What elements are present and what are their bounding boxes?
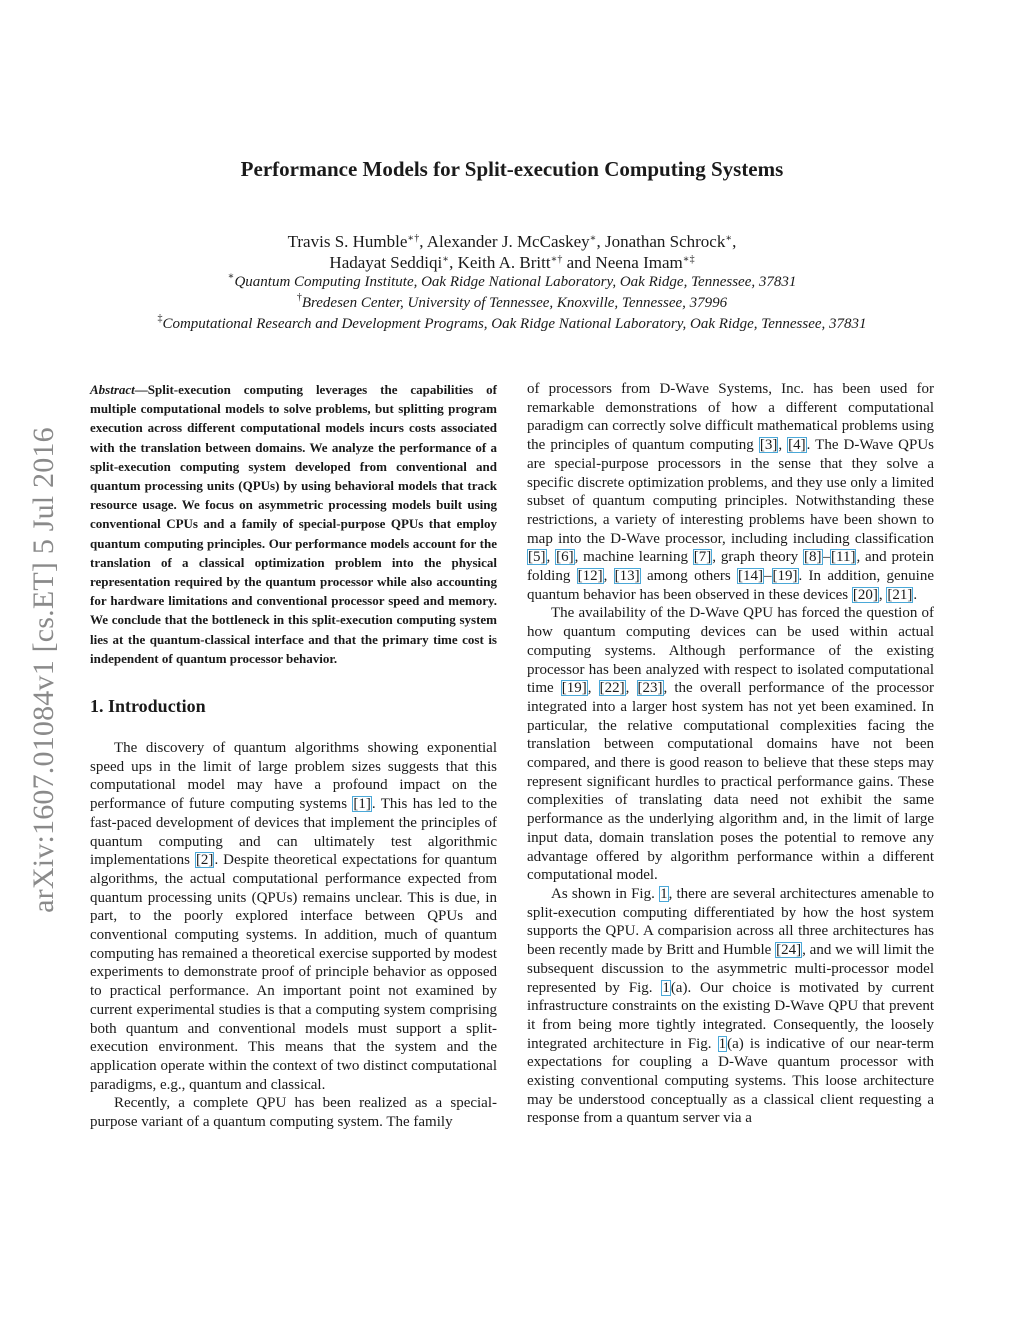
abstract [90,380,497,668]
paragraph [90,1094,497,1131]
author-name: , Jonathan Schrock [596,232,726,251]
citation-link[interactable]: [2] [195,852,214,869]
author-line-1 [0,231,1024,252]
separator: , [732,232,737,251]
affiliation-3 [0,313,1024,333]
paragraph-text: The discovery of quantum algorithms showing exponential speed ups in the limit of large problem sizes suggests that this computational model may have a profound impact on the performance of future computing systems [90,740,497,813]
paragraph-text: , graph theory [712,549,803,566]
citation-link[interactable]: [6] [556,549,574,566]
figure-link[interactable]: 1 [718,1035,727,1052]
paragraph-text: . In addition, genuine quantum behavior has been observed in these devices [527,568,935,603]
author-name: , Keith A. Britt [449,253,551,272]
citation-link[interactable]: [19] [561,680,587,697]
author-name: Hadayat Seddiqi [329,253,443,272]
affiliation-mark: ∗ [442,254,450,265]
paragraph-text: . [913,586,918,603]
citation-link[interactable]: [1] [353,796,371,813]
paragraph [527,604,934,885]
citation-link[interactable]: [4] [788,437,806,454]
paragraph-text: . The D-Wave QPUs are special-purpose processors in the sense that they solve a specific discrete optimization problems, and they use only a limited subset of quantum computing principles. Notwithstanding these restrictions, a variety of interesting problems have been shown to map into the D-Wave processor, including including classification [527,437,935,547]
paragraph-text: , there are several architectures amenable to split-execution computing differentiated by how the host system supports the QPU. A comparision across all three architectures has been recently made by Britt and Humble [527,885,934,959]
abstract-label: Abstract [90,382,135,397]
arxiv-stamp [14,380,74,960]
affiliation-mark: ∗ [725,233,733,244]
separator: , [878,586,887,603]
citation-link[interactable]: [22] [599,680,625,697]
affiliation-mark: ∗† [407,233,420,244]
author-list [0,231,1024,273]
affiliation-mark: ∗ [589,233,597,244]
citation-link[interactable]: [5] [528,549,546,566]
paragraph-text: , and we will limit the subsequent discussion to the asymmetric multi-processor model represented by Fig. [527,942,934,996]
author-name: and Neena Imam [562,253,683,272]
citation-link[interactable]: [23] [637,680,663,697]
affiliation-2 [0,292,1024,312]
paragraph-text: (a). Our choice is motivated by current infrastructure constraints on the existing D-Wave QPU that prevent it from being more tightly integrated. Consequently, the loosely integrated architecture in Fig. [527,979,934,1052]
affiliation-1 [0,271,1024,291]
paragraph-text: , and protein folding [527,549,934,585]
author-name: Travis S. Humble [287,232,408,251]
affiliation-text: Computational Research and Development Programs, Oak Ridge National Laboratory, Oak Ridge, Tennessee, 37831 [162,316,867,332]
right-column [527,380,934,1128]
left-column [90,380,497,1132]
citation-link[interactable]: [13] [614,568,640,585]
arxiv-identifier[interactable]: arXiv:1607.01084v1 [cs.ET] 5 Jul 2016 [27,427,60,913]
abstract-text: —Split-execution computing leverages the capabilities of multiple computational models to solve problems, but splitting program execution across different computational models incurs costs associated with the translation between domains. We analyze the performance of a split-execution computing system developed from conventional and quantum processing units (QPUs) by using behavioral models that track resource usage. We focus on asymmetric processing models built using conventional CPUs and a family of special-purpose QPUs that employ quantum computing principles. Our performance models account for the translation of a classical optimization problem into the physical representation required by the quantum processor while also accounting for hardware limitations and conventional processor speed and memory. We conclude that the bottleneck in this split-execution computing system lies at the quantum-classical interface and that the primary time cost is independent of quantum processor behavior. [90,382,497,666]
citation-link[interactable]: [20] [852,586,878,603]
separator: , [546,549,556,566]
citation-link[interactable]: [7] [693,549,712,566]
affiliation-mark: ∗† [550,254,563,265]
paragraph-text: , the overall performance of the processor integrated into a larger host system has not yet been examined. In particular, the relative computational complexities facing the translation between computational domains have not been compared, and there is good reason to believe that these steps may represent significant hurdles to practical performance gains. These complexities of translating data need not exhibit the same performance as the underlying algorithm and, in the limit of large input data, domain translation poses the potential to remove any advantage offered by algorithm performance within a different computational model. [527,680,935,884]
affiliation-mark: † [296,292,302,303]
citation-link[interactable]: [11] [831,549,856,566]
citation-link[interactable]: [12] [577,568,603,585]
separator: – [822,549,830,566]
affiliation-mark: ∗‡ [682,254,695,265]
figure-link[interactable]: 1 [660,885,668,902]
separator: , [625,680,637,697]
paragraph [527,380,934,604]
paragraph-text: As shown in Fig. [551,885,660,902]
figure-link[interactable]: 1 [662,979,670,996]
paragraph [90,739,497,1094]
paragraph-text: , machine learning [574,549,693,566]
citation-link[interactable]: [14] [738,568,764,585]
separator: , [603,568,614,585]
citation-link[interactable]: [24] [776,942,802,959]
paragraph-text: The availability of the D-Wave QPU has forced the question of how quantum computing devices can be used within actual computing systems. Although performance of the existing processor has been analyzed with respect to isolated computational time [527,605,934,697]
citation-link[interactable]: [21] [887,586,913,603]
author-name: , Alexander J. McCaskey [419,232,590,251]
paragraph-text: of processors from D-Wave Systems, Inc. has been used for remarkable demonstrations of how a different computational paradigm can correctly solve difficult mathematical problems using the principles of quantum computing [527,381,934,454]
affiliation-text: Bredesen Center, University of Tennessee, Knoxville, Tennessee, 37996 [301,295,728,311]
paper-title: Performance Models for Split-execution Computing Systems [240,157,784,181]
separator: , [778,437,788,454]
paragraph-text: . Despite theoretical expectations for quantum algorithms, the actual computational performance expected from quantum processing units (QPUs) remains unclear. This is due, in part, to the poorly explored interface between QPUs and conventional computing systems. In addition, much of quantum computing has remained a theoretical exercise supported by modest experiments to demonstrate proof of principle behavior as opposed to practical performance. An important point not examined by current experimental studies is that a computing system comprising both quantum and conventional models must support a split-execution environment. This means that the system and the application operate within the context of two distinct computational paradigms, e.g., quantum and classical. [90,852,497,1093]
separator: – [764,568,772,585]
separator: , [587,680,599,697]
affiliation-mark: ∗ [227,271,235,282]
paragraph-text: Recently, a complete QPU has been realized as a special-purpose variant of a quantum computing system. The family [90,1095,497,1131]
section-heading-introduction: 1. Introduction [90,696,206,717]
paragraph-text: (a) is indicative of our near-term expectations for coupling a D-Wave quantum processor with existing conventional computing systems. This loose architecture may be understood conceptually as a classical client requesting a response from a quantum server via a [527,1035,934,1127]
citation-link[interactable]: [19] [772,568,798,585]
paragraph-text: . This has led to the fast-paced development of devices that implement the principles of quantum computing and can ultimately test algorithmic implementations [90,796,497,869]
affiliation-mark: ‡ [157,313,163,324]
citation-link[interactable]: [8] [804,549,822,566]
paragraph [527,885,934,1128]
citation-link[interactable]: [3] [759,437,778,454]
author-line-2 [0,252,1024,273]
affiliation-text: Quantum Computing Institute, Oak Ridge National Laboratory, Oak Ridge, Tennessee, 37831 [234,274,797,290]
paragraph-text: among others [640,568,738,585]
